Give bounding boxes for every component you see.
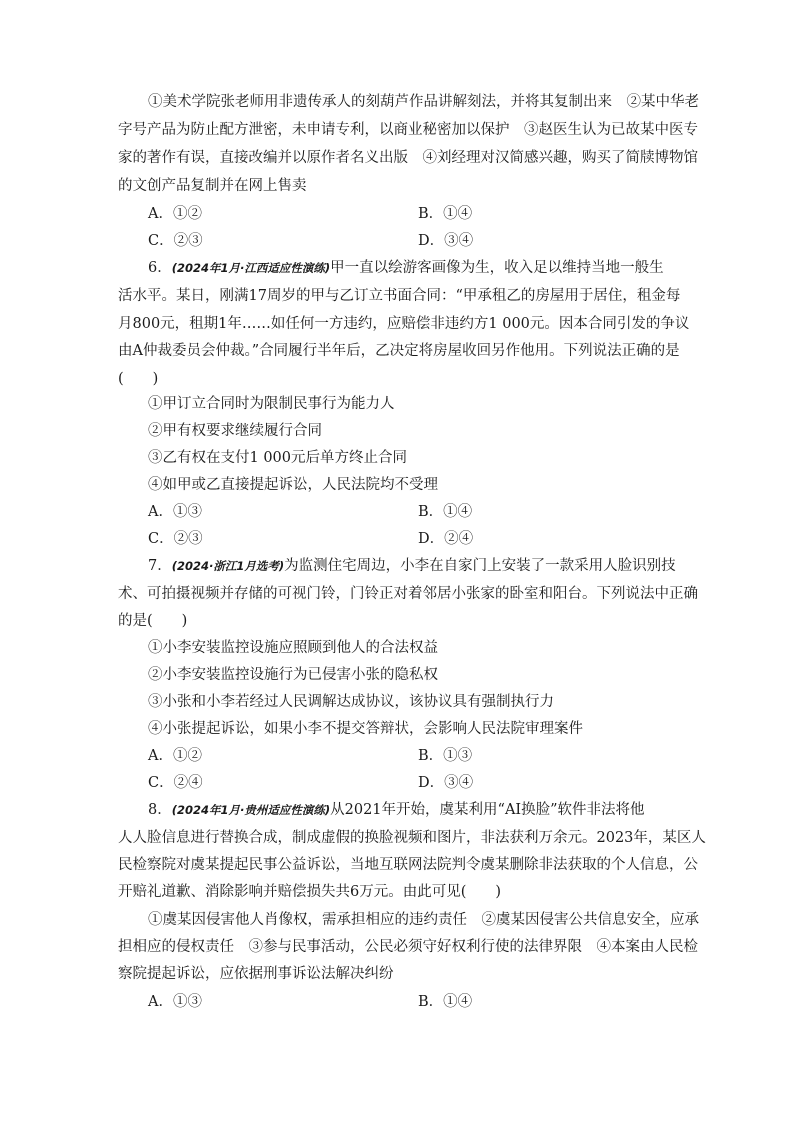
- q7-option-b: B．①③: [418, 748, 473, 764]
- q7-statement-3: ③小张和小李若经过人民调解达成协议，该协议具有强制执行力: [148, 694, 554, 710]
- q6-statement-3: ③乙有权在支付1 000元后单方终止合同: [148, 450, 408, 466]
- q8-option-b: B．①④: [418, 994, 473, 1010]
- q6-body-line-1: 甲一直以绘游客画像为生，收入足以维持当地一般生: [330, 260, 664, 276]
- q7-statement-2: ②小李安装监控设施行为已侵害小张的隐私权: [148, 667, 438, 683]
- q8-body-line-1: 从2021年开始，虞某利用“AI换脸”软件非法将他: [330, 802, 645, 818]
- q6-source: (2024年1月·江西适应性演练): [171, 261, 331, 275]
- q8-option-a: A．①③: [148, 994, 202, 1010]
- q7-statement-1: ①小李安装监控设施应照顾到他人的合法权益: [148, 640, 438, 656]
- q7-statement-4: ④小张提起诉讼，如果小李不提交答辩状，会影响人民法院审理案件: [148, 721, 583, 737]
- q6-option-b: B．①④: [418, 504, 473, 520]
- q7-option-c: C．②④: [148, 775, 203, 791]
- q8-body-line-4: 开赔礼道歉、消除影响并赔偿损失共6万元。由此可见( ): [118, 884, 502, 900]
- q6-body-line-4: 由A仲裁委员会仲裁。”合同履行半年后，乙决定将房屋收回另作他用。下列说法正确的是: [118, 343, 680, 359]
- q8-body-line-3: 民检察院对虞某提起民事公益诉讼，当地互联网法院判令虞某删除非法获取的个人信息，公: [118, 857, 698, 873]
- q8-body-line-2: 人人脸信息进行替换合成，制成虚假的换脸视频和图片，非法获利万余元。2023年，某区人: [118, 830, 706, 846]
- q7-source: (2024·浙江1月选考): [171, 559, 285, 573]
- q5-option-d: D．③④: [418, 233, 474, 249]
- q7-body-line-1: 为监测住宅周边，小李在自家门上安装了一款采用人脸识别技: [284, 558, 676, 574]
- q8-statements-line-3: 察院提起诉讼，应依据刑事诉讼法解决纠纷: [118, 966, 394, 982]
- q6-number: 6．: [148, 260, 172, 276]
- q6-option-c: C．②③: [148, 531, 203, 547]
- q8-statements-line-2: 担相应的侵权责任 ③参与民事活动，公民必须守好权利行使的法律界限 ④本案由人民检: [118, 939, 698, 955]
- q5-option-a: A．①②: [148, 206, 202, 222]
- q5-statements-line-4: 的文创产品复制并在网上售卖: [118, 178, 307, 194]
- q6-first-line: [148, 258, 678, 278]
- q6-body-line-2: 活水平。某日，刚满17周岁的甲与乙订立书面合同：“甲承租乙的房屋用于居住，租金每: [118, 288, 681, 304]
- q8-first-line: [148, 800, 678, 820]
- q7-body-line-3: 的是( ): [118, 613, 188, 629]
- q5-statements-line-3: 家的著作有误，直接改编并以原作者名义出版 ④刘经理对汉简感兴趣，购买了简牍博物馆: [118, 150, 698, 166]
- q6-body-line-3: 月800元，租期1年……如任何一方违约，应赔偿非违约方1 000元。因本合同引发的争议: [118, 316, 690, 332]
- q7-number: 7．: [148, 558, 172, 574]
- q8-number: 8．: [148, 802, 172, 818]
- q5-option-c: C．②③: [148, 233, 203, 249]
- q6-statement-2: ②甲有权要求继续履行合同: [148, 423, 322, 439]
- q5-statements-line-2: 字号产品为防止配方泄密，未申请专利，以商业秘密加以保护 ③赵医生认为已故某中医专: [118, 122, 698, 138]
- q6-statement-4: ④如甲或乙直接提起诉讼，人民法院均不受理: [148, 477, 438, 493]
- q6-statement-1: ①甲订立合同时为限制民事行为能力人: [148, 396, 395, 412]
- q6-option-a: A．①③: [148, 504, 202, 520]
- q8-source: (2024年1月·贵州适应性演练): [171, 803, 331, 817]
- q6-answer-blank: ( ): [118, 371, 159, 387]
- q7-option-a: A．①②: [148, 748, 202, 764]
- q7-option-d: D．③④: [418, 775, 474, 791]
- q7-body-line-2: 术、可拍摄视频并存储的可视门铃，门铃正对着邻居小张家的卧室和阳台。下列说法中正确: [118, 586, 698, 602]
- q8-statements-line-1: ①虞某因侵害他人肖像权，需承担相应的违约责任 ②虞某因侵害公共信息安全，应承: [148, 912, 699, 928]
- q6-option-d: D．②④: [418, 531, 474, 547]
- q7-first-line: [148, 556, 678, 576]
- q5-option-b: B．①④: [418, 206, 473, 222]
- q5-statements-line-1: ①美术学院张老师用非遗传承人的刻葫芦作品讲解刻法，并将其复制出来 ②某中华老: [148, 94, 699, 110]
